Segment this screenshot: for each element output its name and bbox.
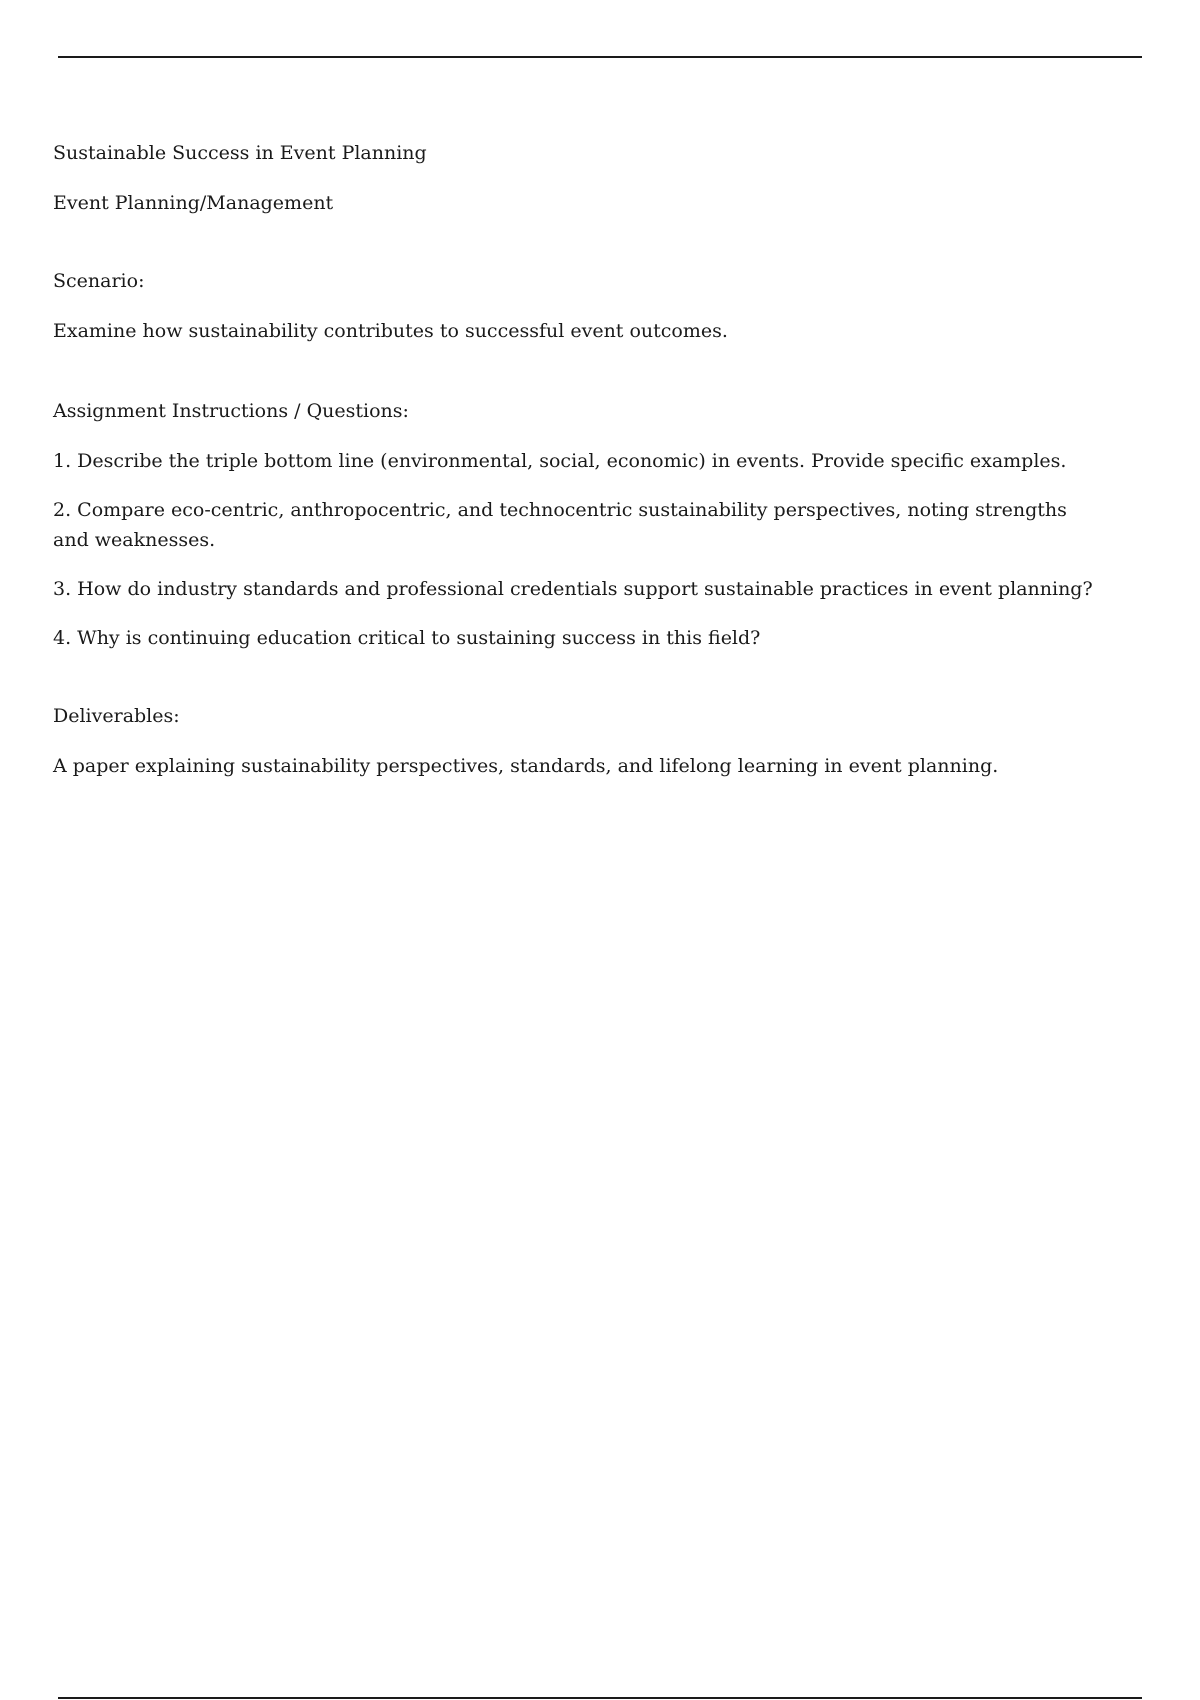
scenario-label: Scenario: [53, 270, 145, 292]
document-title: Sustainable Success in Event Planning [53, 142, 427, 164]
question-2: 2. Compare eco-centric, anthropocentric, and technocentric sustainability perspectives, noting strengths and weaknesses. [53, 499, 1067, 551]
question-1: 1. Describe the triple bottom line (environmental, social, economic) in events. Provide specific examples. [53, 450, 1067, 472]
question-3: 3. How do industry standards and professional credentials support sustainable practices in event planning? [53, 578, 1093, 600]
scenario-text: Examine how sustainability contributes to successful event outcomes. [53, 320, 728, 342]
question-4: 4. Why is continuing education critical to sustaining success in this field? [53, 627, 761, 649]
deliverables-text: A paper explaining sustainability perspectives, standards, and lifelong learning in event planning. [53, 755, 999, 777]
document-subject: Event Planning/Management [53, 192, 334, 214]
instructions-label: Assignment Instructions / Questions: [53, 400, 409, 422]
footer-rule [58, 1697, 1142, 1699]
header-rule [58, 56, 1142, 58]
document-body [53, 138, 1103, 781]
deliverables-label: Deliverables: [53, 705, 180, 727]
